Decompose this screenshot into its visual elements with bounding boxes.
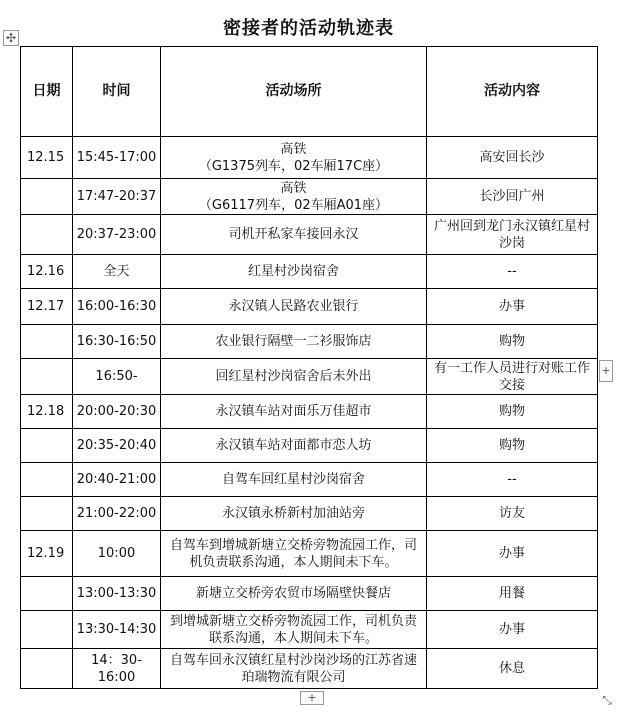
cell-time: 20:00-20:30 <box>73 395 161 429</box>
cell-place: 司机开私家车接回永汉 <box>161 215 427 255</box>
cell-content: -- <box>427 463 598 497</box>
cell-time: 13:30-14:30 <box>73 611 161 649</box>
table-row <box>21 577 598 611</box>
cell-content: 购物 <box>427 395 598 429</box>
cell-content: -- <box>427 255 598 289</box>
table-row <box>21 179 598 215</box>
cell-date <box>21 497 73 531</box>
table-header-row <box>21 47 598 137</box>
table-row <box>21 649 598 689</box>
cell-date <box>21 463 73 497</box>
header-content: 活动内容 <box>427 47 598 137</box>
table-row <box>21 359 598 395</box>
cell-content: 高安回长沙 <box>427 137 598 179</box>
table-row <box>21 289 598 325</box>
cell-place: 回红星村沙岗宿舍后未外出 <box>161 359 427 395</box>
cell-time: 10:00 <box>73 531 161 577</box>
cell-date: 12.17 <box>21 289 73 325</box>
table-row <box>21 497 598 531</box>
cell-place: 永汉镇人民路农业银行 <box>161 289 427 325</box>
header-time: 时间 <box>73 47 161 137</box>
activity-table <box>20 46 598 689</box>
cell-date <box>21 577 73 611</box>
cell-content: 购物 <box>427 325 598 359</box>
cell-place: 高铁 （G6117列车，02车厢A01座） <box>161 179 427 215</box>
header-date: 日期 <box>21 47 73 137</box>
cell-date: 12.19 <box>21 531 73 577</box>
cell-place: 红星村沙岗宿舍 <box>161 255 427 289</box>
cell-content: 访友 <box>427 497 598 531</box>
cell-place: 自驾车到增城新塘立交桥旁物流园工作，司机负责联系沟通，本人期间未下车。 <box>161 531 427 577</box>
header-place: 活动场所 <box>161 47 427 137</box>
add-row-plus-icon[interactable]: + <box>300 691 324 705</box>
cell-place: 永汉镇车站对面乐万佳超市 <box>161 395 427 429</box>
move-arrows-icon[interactable]: ✣ <box>3 30 19 46</box>
cell-time: 15:45-17:00 <box>73 137 161 179</box>
cell-time: 16:50- <box>73 359 161 395</box>
cell-content: 购物 <box>427 429 598 463</box>
cell-content: 办事 <box>427 531 598 577</box>
cell-place: 自驾车回永汉镇红星村沙岗沙场的江苏省速珀瑞物流有限公司 <box>161 649 427 689</box>
cell-date: 12.16 <box>21 255 73 289</box>
cell-date <box>21 429 73 463</box>
cell-place: 永汉镇车站对面都市恋人坊 <box>161 429 427 463</box>
table-row <box>21 325 598 359</box>
cell-time: 17:47-20:37 <box>73 179 161 215</box>
cell-content: 长沙回广州 <box>427 179 598 215</box>
cell-time: 16:00-16:30 <box>73 289 161 325</box>
cell-time: 14：30-16:00 <box>73 649 161 689</box>
add-column-plus-icon[interactable]: + <box>599 360 613 382</box>
cell-date <box>21 179 73 215</box>
cell-date <box>21 649 73 689</box>
cell-date <box>21 325 73 359</box>
table-row <box>21 611 598 649</box>
cell-content: 广州回到龙门永汉镇红星村沙岗 <box>427 215 598 255</box>
resize-diagonal-icon[interactable]: ⤡ <box>602 693 612 707</box>
cell-time: 20:37-23:00 <box>73 215 161 255</box>
cell-date: 12.18 <box>21 395 73 429</box>
table-row <box>21 255 598 289</box>
cell-date <box>21 215 73 255</box>
table-row <box>21 215 598 255</box>
table-row <box>21 429 598 463</box>
cell-time: 20:40-21:00 <box>73 463 161 497</box>
cell-date <box>21 611 73 649</box>
table-row <box>21 531 598 577</box>
cell-time: 21:00-22:00 <box>73 497 161 531</box>
cell-date: 12.15 <box>21 137 73 179</box>
cell-content: 办事 <box>427 289 598 325</box>
cell-content: 有一工作人员进行对账工作交接 <box>427 359 598 395</box>
cell-place: 高铁 （G1375列车，02车厢17C座） <box>161 137 427 179</box>
cell-time: 16:30-16:50 <box>73 325 161 359</box>
cell-date <box>21 359 73 395</box>
cell-content: 办事 <box>427 611 598 649</box>
cell-time: 13:00-13:30 <box>73 577 161 611</box>
cell-content: 休息 <box>427 649 598 689</box>
cell-place: 永汉镇永桥新村加油站旁 <box>161 497 427 531</box>
cell-place: 自驾车回红星村沙岗宿舍 <box>161 463 427 497</box>
cell-time: 20:35-20:40 <box>73 429 161 463</box>
cell-place: 新塘立交桥旁农贸市场隔壁快餐店 <box>161 577 427 611</box>
table-row <box>21 463 598 497</box>
table-row <box>21 137 598 179</box>
cell-content: 用餐 <box>427 577 598 611</box>
cell-place: 到增城新塘立交桥旁物流园工作，司机负责联系沟通，本人期间未下车。 <box>161 611 427 649</box>
page-title: 密接者的活动轨迹表 <box>223 18 394 39</box>
cell-place: 农业银行隔壁一二衫服饰店 <box>161 325 427 359</box>
cell-time: 全天 <box>73 255 161 289</box>
table-row <box>21 395 598 429</box>
